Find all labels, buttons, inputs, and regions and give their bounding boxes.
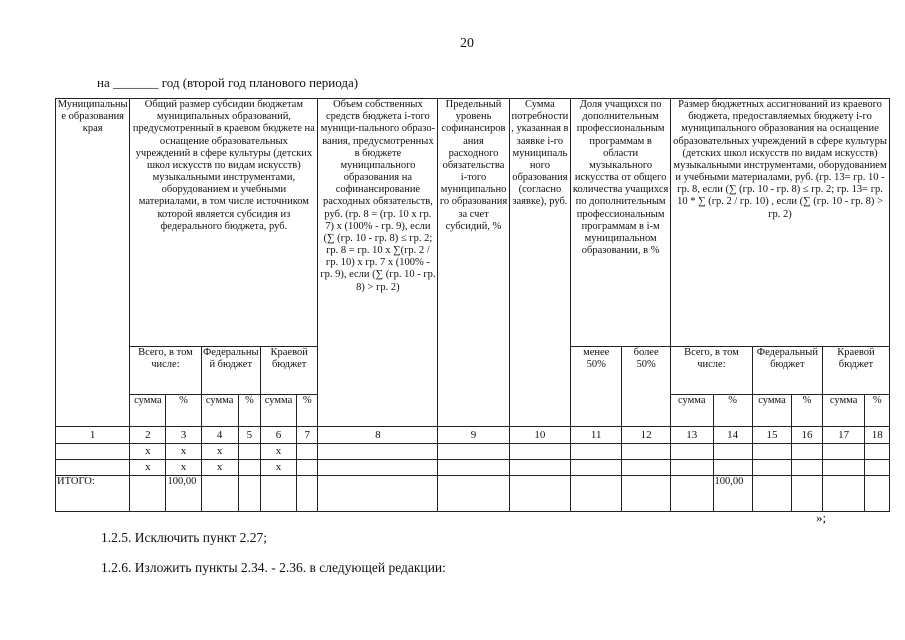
column-number: 17 — [822, 427, 864, 444]
period-line: на _______ год (второй год планового периода) — [97, 75, 359, 90]
closing-quote: »; — [816, 510, 827, 525]
subheader-pct: % — [713, 395, 752, 427]
header-municipality: Муниципальные образования края — [56, 99, 130, 427]
subheader-pct: % — [297, 395, 318, 427]
subsidy-table — [55, 98, 890, 512]
column-number: 15 — [752, 427, 791, 444]
column-number: 2 — [130, 427, 166, 444]
column-number: 9 — [438, 427, 509, 444]
table-row — [56, 460, 890, 476]
header-more-50: более 50% — [622, 347, 671, 427]
total-row — [56, 476, 890, 512]
header-less-50: менее 50% — [571, 347, 622, 427]
cell-x: x — [201, 460, 238, 476]
header-requested-sum: Сумма потребности, указанная в заявке i-го муниципального образования (согласно заявке), руб. — [509, 99, 571, 427]
column-number: 6 — [260, 427, 296, 444]
column-number: 16 — [792, 427, 823, 444]
subheader-pct: % — [865, 395, 890, 427]
column-number: 4 — [201, 427, 238, 444]
column-number: 5 — [238, 427, 260, 444]
total-label: ИТОГО: — [56, 476, 130, 512]
header-total-incl: Всего, в том числе: — [130, 347, 201, 395]
table-row — [56, 444, 890, 460]
paragraph-1-2-5: 1.2.5. Исключить пункт 2.27; — [101, 530, 268, 545]
total-pct-value: 100,00 — [166, 476, 201, 512]
subheader-sum: сумма — [260, 395, 296, 427]
cell-x: x — [130, 444, 166, 460]
header-student-share: Доля учащихся по дополнительным профессиональным программам в области музыкального искусства от общего количества учащихся по дополнительным профессиональным программам в i-м муниципальном образовании, в % — [571, 99, 671, 347]
page-number: 20 — [460, 36, 474, 51]
subheader-sum: сумма — [752, 395, 791, 427]
column-number: 12 — [622, 427, 671, 444]
column-number: 14 — [713, 427, 752, 444]
column-number: 18 — [865, 427, 890, 444]
paragraph-1-2-6: 1.2.6. Изложить пункты 2.34. - 2.36. в следующей редакции: — [101, 560, 446, 575]
cell-x: x — [130, 460, 166, 476]
header-regional-2: Краевой бюджет — [822, 347, 889, 395]
subheader-pct: % — [792, 395, 823, 427]
header-budget-allocation: Размер бюджетных ассигнований из краевого бюджета, предоставляемых бюджету i-го муниципального образования на оснащение образовательных учреждений в сфере культуры (детских школ искусств по видам искусств) музыкальными инструментами, оборудованием и учебными материалами, руб. (гр. 13= гр. 10 - гр. 8, если (∑ (гр. 10 - гр. 8) ≤ гр. 2; гр. 13= гр. 10 * ∑ (гр. 2 / гр. 10) , если (∑ (гр. 10 - гр. 8) > гр. 2) — [671, 99, 890, 347]
cell-x: x — [166, 460, 201, 476]
subheader-sum: сумма — [130, 395, 166, 427]
header-federal: Федеральный бюджет — [201, 347, 260, 395]
cell-x: x — [260, 444, 296, 460]
header-max-level: Предельный уровень софинансирования расходного обязательства i-того муниципального образования за счет субсидий, % — [438, 99, 509, 427]
column-number: 1 — [56, 427, 130, 444]
total-pct-value-2: 100,00 — [713, 476, 752, 512]
column-number: 7 — [297, 427, 318, 444]
subheader-sum: сумма — [671, 395, 713, 427]
column-number: 13 — [671, 427, 713, 444]
header-own-funds: Объем собственных средств бюджета i-того муници-пального образо-вания, предусмотренных в бюджете муниципального образования на софинансирование расходных обязательств, руб. (гр. 8 = (гр. 10 х гр. 7) х (100% - гр. 9), если (∑ (гр. 10 - гр. 8) ≤ гр. 2; гр. 8 = гр. 10 х ∑(гр. 2 / гр. 10) х гр. 7 х (100% - гр. 9), если (∑ (гр. 10 - гр. 8) > гр. 2) — [318, 99, 438, 427]
subheader-pct: % — [238, 395, 260, 427]
subheader-pct: % — [166, 395, 201, 427]
subheader-sum: сумма — [201, 395, 238, 427]
header-regional: Краевой бюджет — [260, 347, 317, 395]
header-federal-2: Федеральный бюджет — [752, 347, 822, 395]
cell-x: x — [166, 444, 201, 460]
cell-x: x — [260, 460, 296, 476]
column-number: 11 — [571, 427, 622, 444]
header-total-incl-2: Всего, в том числе: — [671, 347, 753, 395]
column-number: 8 — [318, 427, 438, 444]
column-number: 3 — [166, 427, 201, 444]
column-number: 10 — [509, 427, 571, 444]
subheader-sum: сумма — [822, 395, 864, 427]
cell-x: x — [201, 444, 238, 460]
header-total-subsidy: Общий размер субсидии бюджетам муниципальных образований, предусмотренный в краевом бюджете на оснащение образовательных учреждений в сфере культуры (детских школ искусств по видам искусств) музыкальными инструментами, оборудованием и учебными материалами, в том числе источником которой является субсидия из федерального бюджета, руб. — [130, 99, 318, 347]
